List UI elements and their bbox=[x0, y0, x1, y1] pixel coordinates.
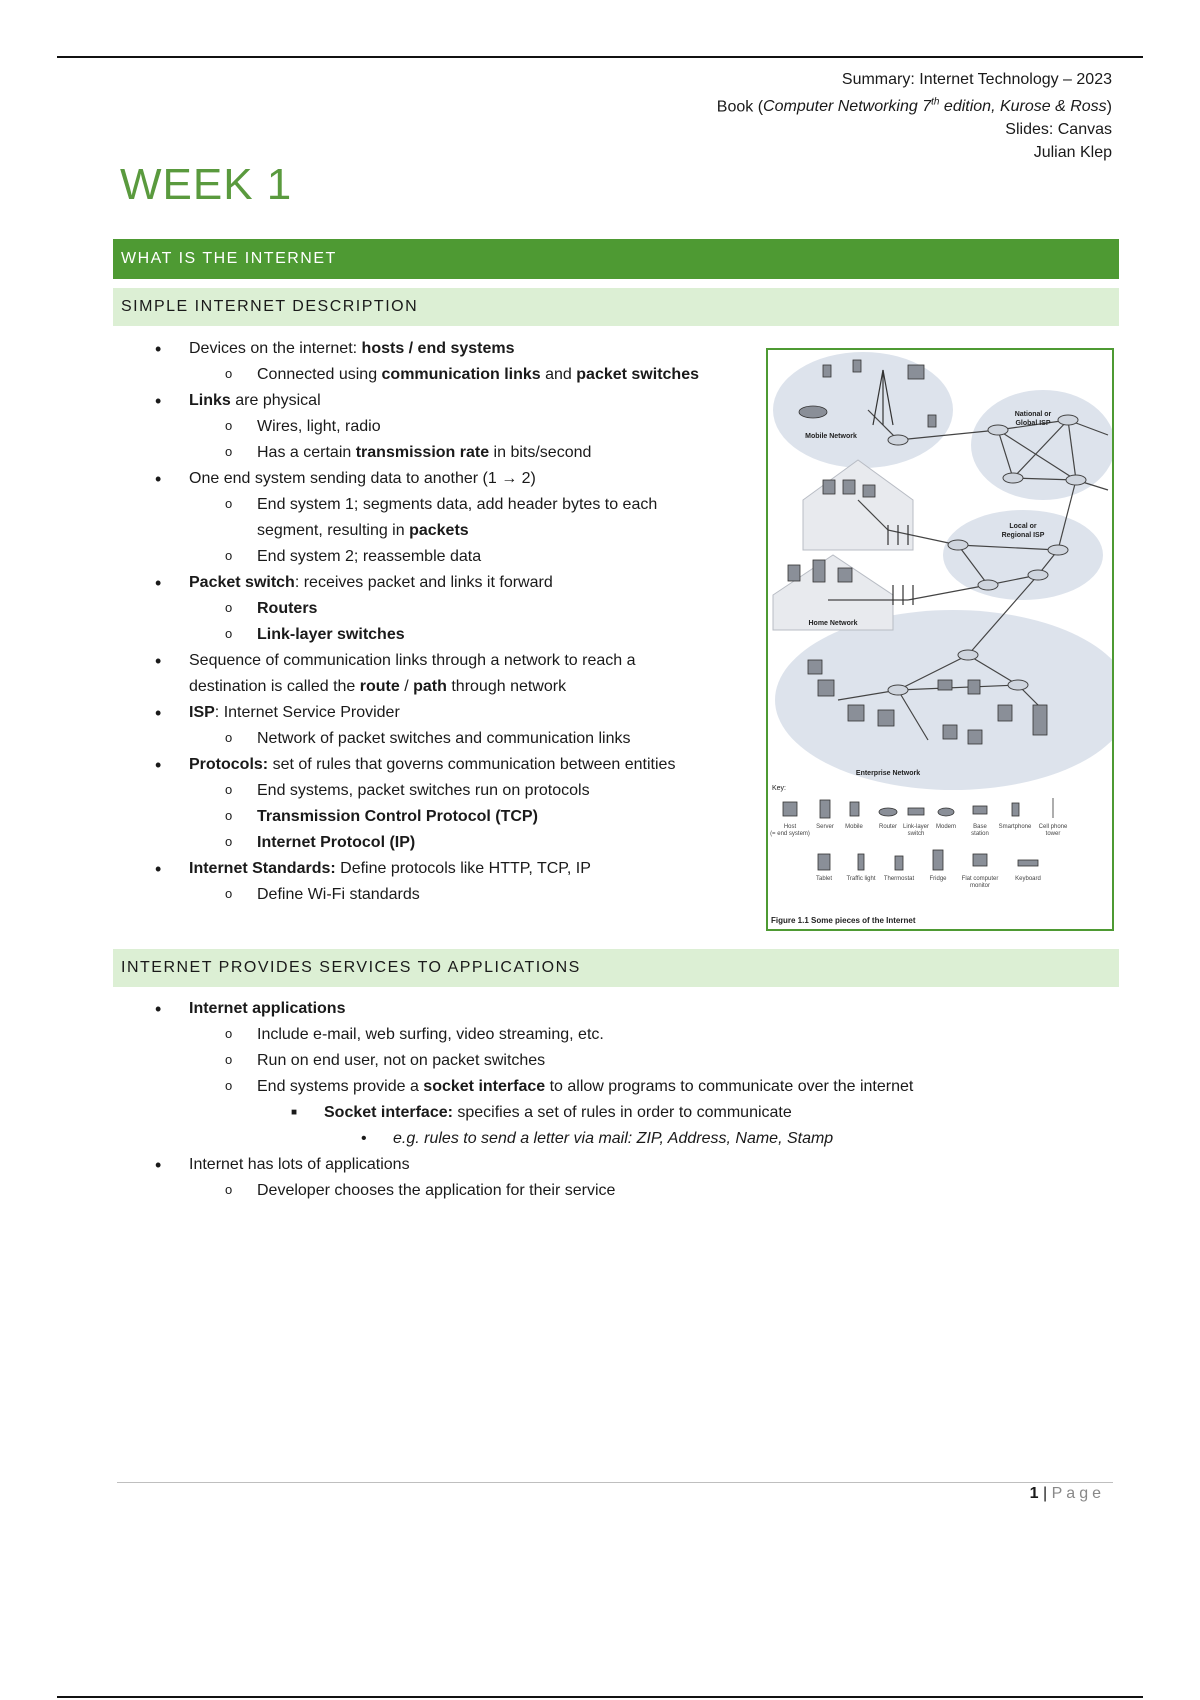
list-item: ■ Socket interface: specifies a set of rules in order to communicate bbox=[291, 1104, 792, 1121]
key-item-label: Flat computer bbox=[961, 876, 999, 882]
label-regional-isp: Regional ISP bbox=[1001, 532, 1045, 539]
list-item: • e.g. rules to send a letter via mail: ZIP, Address, Name, Stamp bbox=[361, 1130, 834, 1147]
list-item: • Sequence of communication links through a network to reach a destination is called the route / path through network bbox=[155, 651, 636, 695]
footer-rule bbox=[117, 1482, 1113, 1483]
key-item-label: Smartphone bbox=[998, 824, 1032, 830]
key-item-label: Thermostat bbox=[883, 876, 915, 882]
key-texts bbox=[770, 824, 1068, 889]
internet-pieces-figure bbox=[766, 348, 1114, 931]
list-item: • Devices on the internet: hosts / end systems bbox=[155, 339, 515, 359]
list-item: o Network of packet switches and communication links bbox=[225, 730, 631, 747]
top-rule bbox=[57, 56, 1143, 58]
key-item-label: station bbox=[971, 831, 989, 837]
label-home-network: Home Network bbox=[808, 620, 858, 627]
label-mobile-network: Mobile Network bbox=[805, 433, 857, 440]
list-item: o End system 1; segments data, add header bytes to each segment, resulting in packets bbox=[225, 496, 658, 539]
list-item: o Include e-mail, web surfing, video streaming, etc. bbox=[225, 1026, 604, 1043]
key-item-label: Modem bbox=[935, 824, 957, 830]
list-item: o Developer chooses the application for their service bbox=[225, 1182, 616, 1199]
subsection-heading-simple-description: SIMPLE INTERNET DESCRIPTION bbox=[113, 288, 1119, 326]
list-item: o Link-layer switches bbox=[225, 626, 405, 643]
services-list bbox=[113, 996, 1113, 1204]
description-list bbox=[113, 336, 763, 908]
label-global-isp: Global ISP bbox=[1015, 420, 1051, 427]
key-item-label: tower bbox=[1045, 831, 1061, 837]
list-item: o End systems, packet switches run on protocols bbox=[225, 782, 590, 799]
key-item-label: Host bbox=[783, 824, 797, 830]
key-item-label: Server bbox=[816, 824, 834, 830]
key-item-label: Link-layer bbox=[902, 824, 930, 830]
key-item-label: Router bbox=[878, 824, 898, 830]
list-item: o End systems provide a socket interface to allow programs to communicate over the internet bbox=[225, 1078, 914, 1095]
subsection-heading-services: INTERNET PROVIDES SERVICES TO APPLICATIONS bbox=[113, 949, 1119, 987]
list-item: o Has a certain transmission rate in bits/second bbox=[225, 444, 592, 461]
key-item-label: Cell phone bbox=[1038, 824, 1068, 830]
key-item-label: switch bbox=[907, 831, 925, 837]
list-item: o Define Wi-Fi standards bbox=[225, 886, 420, 903]
bottom-rule bbox=[57, 1696, 1143, 1698]
slides-line: Slides: Canvas bbox=[1005, 121, 1112, 139]
key-item-label: (= end system) bbox=[770, 831, 810, 837]
key-item-label: Tablet bbox=[815, 876, 833, 882]
key-item-label: monitor bbox=[969, 883, 991, 889]
network-diagram bbox=[768, 350, 1112, 929]
label-local-isp: Local or bbox=[1009, 523, 1037, 530]
list-item: • Internet has lots of applications bbox=[155, 1155, 410, 1175]
figure-caption: Figure 1.1 Some pieces of the Internet bbox=[771, 916, 916, 925]
list-item: o Internet Protocol (IP) bbox=[225, 834, 416, 851]
section-heading-what-is-internet: WHAT IS THE INTERNET bbox=[113, 239, 1119, 279]
list-item: • Packet switch: receives packet and links it forward bbox=[155, 573, 553, 593]
list-item: • Internet applications bbox=[155, 999, 346, 1019]
key-item-label: Traffic light bbox=[846, 876, 876, 882]
page-number: 1 | Page bbox=[1029, 1485, 1105, 1502]
summary-line: Summary: Internet Technology – 2023 bbox=[841, 71, 1112, 88]
author-line: Julian Klep bbox=[1033, 144, 1112, 162]
key-item-label: Base bbox=[973, 824, 987, 830]
list-item: o Wires, light, radio bbox=[225, 418, 381, 435]
list-item: o Routers bbox=[225, 600, 318, 617]
label-enterprise-network: Enterprise Network bbox=[855, 770, 921, 777]
list-item: o Transmission Control Protocol (TCP) bbox=[225, 808, 538, 825]
list-item: • Links are physical bbox=[155, 391, 321, 411]
document-meta bbox=[717, 68, 1112, 164]
book-line: Book (Computer Networking 7th edition, Kurose & Ross) bbox=[716, 97, 1112, 116]
list-item: o End system 2; reassemble data bbox=[225, 548, 482, 565]
key-label: Key: bbox=[772, 785, 787, 792]
list-item: • Protocols: set of rules that governs communication between entities bbox=[155, 755, 676, 775]
list-item: • ISP: Internet Service Provider bbox=[155, 703, 400, 723]
list-item: o Run on end user, not on packet switches bbox=[225, 1052, 546, 1069]
list-item: • One end system sending data to another (1 → 2) bbox=[155, 469, 536, 489]
label-national-isp: National or bbox=[1014, 411, 1052, 418]
key-item-label: Keyboard bbox=[1015, 876, 1041, 882]
list-item: o Connected using communication links and packet switches bbox=[225, 366, 699, 383]
list-item: • Internet Standards: Define protocols like HTTP, TCP, IP bbox=[155, 859, 591, 879]
week-title: WEEK 1 bbox=[120, 160, 293, 209]
key-item-label: Fridge bbox=[929, 876, 947, 882]
key-item-label: Mobile bbox=[845, 824, 863, 830]
